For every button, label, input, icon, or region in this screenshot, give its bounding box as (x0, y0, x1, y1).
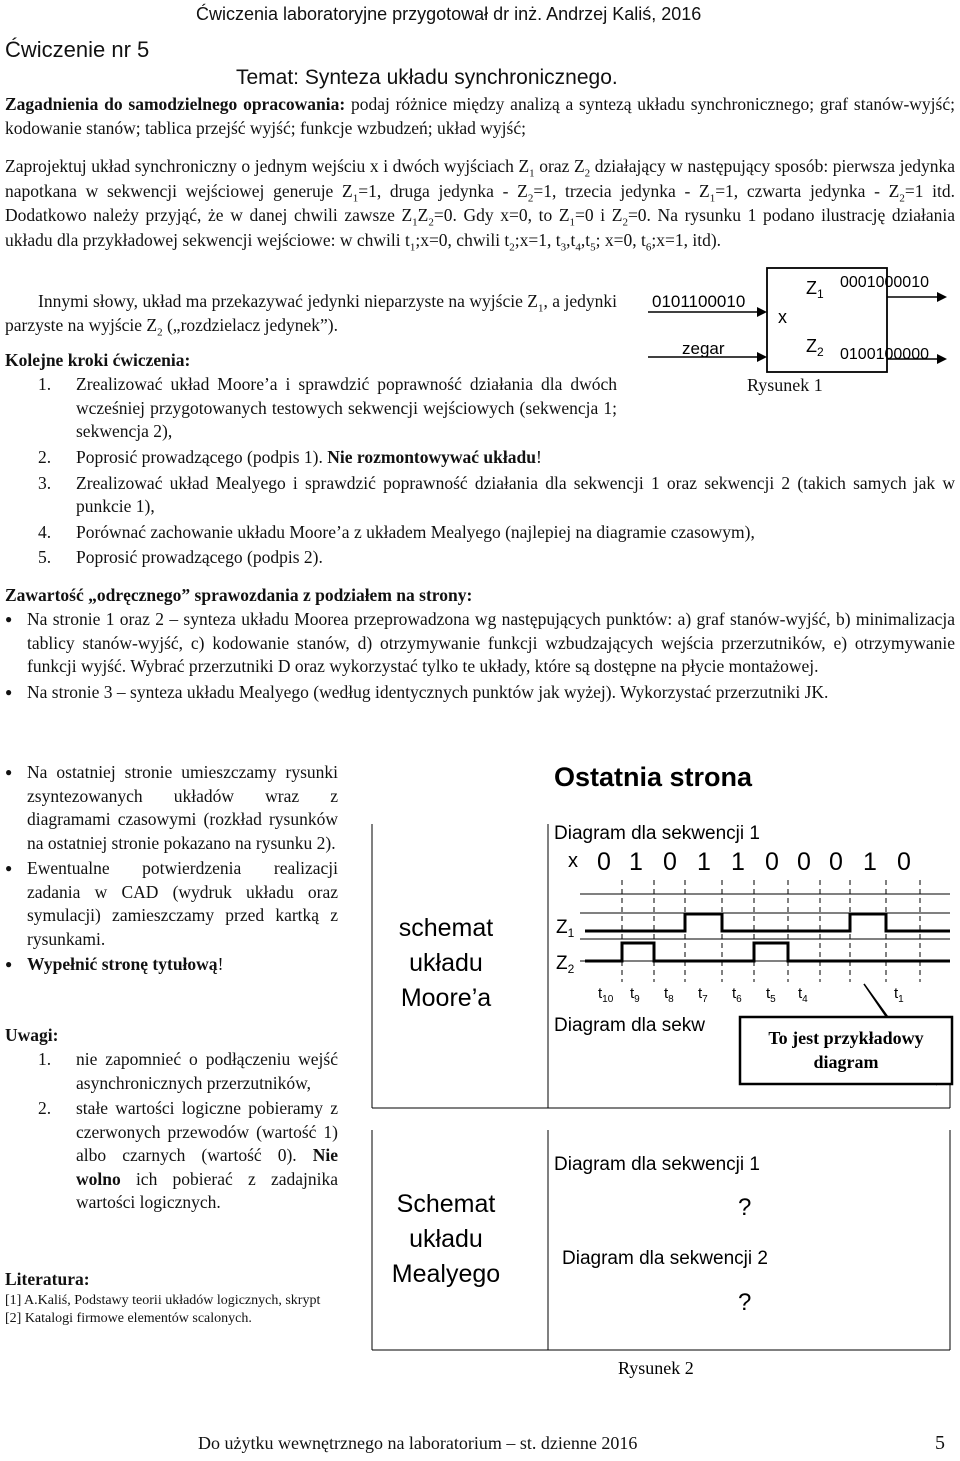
x-bit-values (597, 848, 911, 876)
list-item: ● Wypełnić stronę tytułową! (5, 953, 338, 977)
mealy-box-line1: Schemat (396, 1190, 496, 1218)
mealy-box-line3: Mealyego (391, 1260, 501, 1288)
list-item: 2. Poprosić prowadzącego (podpis 1). Nie rozmontowywać układu! (38, 447, 542, 467)
z2-waveform (585, 943, 950, 961)
list-item: 2. stałe wartości logiczne pobieramy z czerwonych przewodów (wartość 1) albo czarnych (wartość 0). Nie wolno ich pobierać z zadajnika wartości logicznych. (38, 1098, 338, 1212)
mealy-seq2-placeholder: ? (738, 1289, 752, 1316)
x-bit: 0 (765, 848, 779, 876)
time-label: $t_8$ (664, 985, 674, 1005)
list-item: 1. nie zapomnieć o podłączeniu wejść asynchronicznych przerzutników, (38, 1049, 338, 1093)
output-z1-sequence: 0001000010 (840, 274, 929, 291)
mealy-seq1-placeholder: ? (738, 1194, 752, 1221)
report-bullets-narrow (5, 761, 338, 977)
moore-box-line1: schemat (398, 914, 494, 942)
list-item: ● Na ostatniej stronie umieszczamy rysunki zsyntezowanych układów wraz z diagramami czasowymi (rozkład rysunków na ostatniej stronie pokazano na rysunku 2). (5, 761, 338, 855)
list-item: ● Na stronie 1 oraz 2 – synteza układu Moorea przeprowadzona wg następujących punktów: a) graf stanów-wyjść, b) minimalizacja tablicy stanów-wyjść, c) kodowanie stanów, d) otrzymywanie funkcji wzbudzających wejścia przerzutników, e) otrzymywanie funkcji wyjść. Wybrać przerzutniki D oraz wykorzystać tylko te układy, które są dostępne na płycie montażowej. (5, 608, 955, 679)
time-label: $t_4$ (798, 985, 808, 1005)
x-bit: 0 (829, 848, 843, 876)
notes-title: Uwagi: (5, 1025, 59, 1045)
issues-text: podaj różnice między analizą a syntezą układu synchronicznego; graf stanów-wyjść; kodowanie stanów; tablica przejść wyjść; funkcje wzbudzeń; układ wyjść; (5, 94, 955, 138)
time-label: $t_9$ (630, 985, 640, 1005)
footer-text: Do użytku wewnętrznego na laboratorium – st. dzienne 2016 (198, 1433, 638, 1453)
author-credit: Ćwiczenia laboratoryjne przygotował dr inż. Andrzej Kaliś, 2016 (196, 4, 702, 24)
figure-2-caption: Rysunek 2 (618, 1358, 694, 1378)
time-label: $t_6$ (732, 985, 742, 1005)
x-label: x (568, 850, 578, 872)
list-item: [1] A.Kaliś, Podstawy teorii układów logicznych, skrypt (5, 1293, 321, 1308)
z1-waveform (585, 914, 950, 931)
list-item: 5. Poprosić prowadzącego (podpis 2). (38, 547, 323, 567)
exercise-number: Ćwiczenie nr 5 (5, 37, 150, 62)
x-bit: 1 (863, 848, 877, 876)
output-z1-label: $Z_1$ (806, 278, 824, 301)
page-title: Temat: Synteza układu synchronicznego. (236, 66, 618, 89)
x-bit: 1 (731, 848, 745, 876)
task-paragraph: Zaprojektuj układ synchroniczny o jednym wejściu x i dwóch wyjściach $Z_1$ oraz $Z_2$ działający w następujący sposób: pierwsza jedynka napotkana w sekwencji wejściowej generuje $Z_1=1$, druga jedynka - $Z_2=1$, trzecia jedynka - $Z_1=1$, czwarta jedynka - $Z_2=1$ itd. Dodatkowo należy przyjąć, że w danej chwili zawsze $Z_1Z_2=0$. Gdy x=0, to $Z_1=0$ i $Z_2=0$. Na rysunku 1 podano ilustrację działania układu dla przykładowej sekwencji wejściowe: w chwili $t_1;x=0$, chwili $t_2;x=1$, $t_3,t_4,t_5$; x=0, $t_6;x=1$, itd). (5, 156, 956, 253)
input-x-label: x (778, 307, 787, 327)
time-label: $t_7$ (698, 985, 708, 1005)
last-page-heading: Ostatnia strona (554, 762, 753, 792)
moore-box-line2: układu (409, 949, 483, 977)
diagram-mealy-seq1-title: Diagram dla sekwencji 1 (554, 1154, 760, 1175)
list-item: ● Na stronie 3 – synteza układu Mealyego (według identycznych punktów jak wyżej). Wykorzystać przerzutniki JK. (5, 681, 955, 705)
list-item: 1. Zrealizować układ Moore’a i sprawdzić poprawność działania dla dwóch wcześniej przygotowanych testowych sekwencji wejściowych (sekwencja 1; sekwencja 2), (38, 374, 617, 441)
list-item: [2] Katalogi firmowe elementów scalonych. (5, 1311, 252, 1326)
x-bit: 0 (897, 848, 911, 876)
z1-trace-label: $Z_1$ (556, 917, 575, 940)
moore-box-line3: Moore’a (400, 984, 492, 1012)
list-item: 4. Porównać zachowanie układu Moore’a z układem Mealyego (najlepiej na diagramie czasowym), (38, 521, 755, 542)
notes-list (0, 1048, 338, 1215)
time-label: $t_{10}$ (598, 985, 614, 1005)
x-bit: 1 (697, 848, 711, 876)
literature-list (5, 1292, 345, 1327)
clock-label: zegar (682, 339, 725, 358)
page-number: 5 (935, 1432, 945, 1454)
steps-list-part2 (0, 446, 955, 570)
list-item: ● Ewentualne potwierdzenia realizacji zadania w CAD (wydruk układu oraz symulacji) zamieszczamy przed kartką z rysunkami. (5, 857, 338, 951)
figure-1-caption: Rysunek 1 (747, 375, 823, 395)
steps-title: Kolejne kroki ćwiczenia: (5, 350, 191, 370)
report-title: Zawartość „odręcznego” sprawozdania z podziałem na strony: (5, 585, 473, 605)
steps-list-part1 (0, 373, 617, 444)
output-z2-label: $Z_2$ (806, 336, 824, 359)
issues-paragraph (5, 93, 955, 140)
time-labels (598, 985, 904, 1005)
callout-line2: diagram (813, 1052, 879, 1072)
list-item: 3. Zrealizować układ Mealyego i sprawdzić poprawność działania dla sekwencji 1 oraz sekwencji 2 (takich samych jak w punkcie 1), (38, 472, 955, 516)
figure-2-layout (360, 750, 960, 1390)
x-bit: 0 (797, 848, 811, 876)
output-z2-sequence: 0100100000 (840, 346, 929, 363)
x-bit: 1 (629, 848, 643, 876)
z2-trace-label: $Z_2$ (556, 953, 575, 976)
task-paragraph-2: Innymi słowy, układ ma przekazywać jedynki nieparzyste na wyjście $Z_1$, a jedynki parzyste na wyjście $Z_2$ („rozdzielacz jedynek”). (5, 291, 617, 338)
x-bit: 0 (663, 848, 677, 876)
input-sequence-label: 0101100010 (652, 292, 746, 311)
time-label: $t_5$ (766, 985, 776, 1005)
callout-line1: To jest przykładowy (768, 1028, 924, 1048)
issues-label: Zagadnienia do samodzielnego opracowania: (5, 94, 346, 114)
mealy-box-line2: układu (409, 1225, 483, 1253)
report-bullets-wide (5, 608, 955, 704)
diagram-seq1-title: Diagram dla sekwencji 1 (554, 823, 760, 844)
literature-title: Literatura: (5, 1269, 90, 1289)
diagram-seq2-title-cut: Diagram dla sekw (554, 1015, 705, 1036)
x-bit: 0 (597, 848, 611, 876)
time-label: $t_1$ (894, 985, 904, 1005)
diagram-mealy-seq2-title: Diagram dla sekwencji 2 (562, 1248, 768, 1269)
